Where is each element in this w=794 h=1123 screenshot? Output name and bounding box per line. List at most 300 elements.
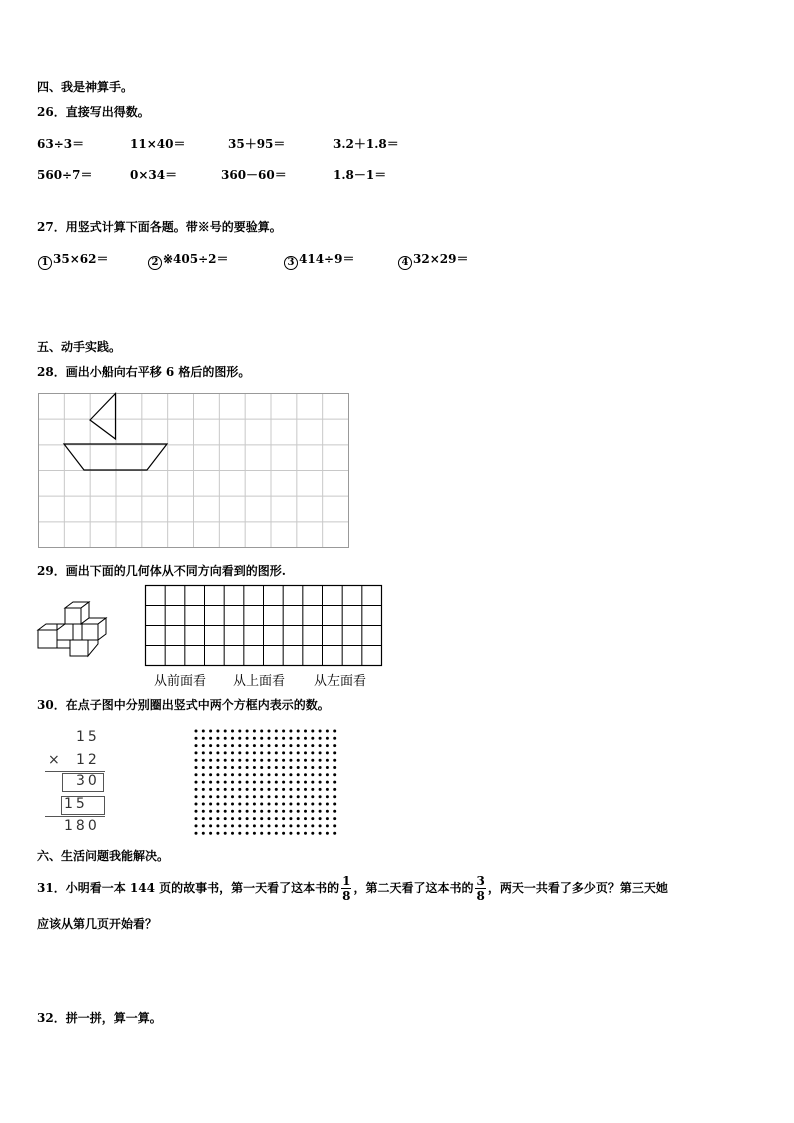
question-31-line1 — [37, 870, 668, 906]
dot — [282, 788, 285, 791]
dot — [319, 744, 322, 747]
section-heading-5: 五、动手实践。 — [37, 340, 122, 354]
dot — [297, 751, 300, 754]
dot — [282, 730, 285, 733]
dot — [304, 788, 307, 791]
dot — [289, 781, 292, 784]
dot — [311, 766, 314, 769]
dot — [333, 795, 336, 798]
dot — [246, 781, 249, 784]
dot — [268, 759, 271, 762]
calc-expression: 414÷9＝ — [299, 252, 355, 266]
dot — [224, 832, 227, 835]
dot — [231, 737, 234, 740]
calc-item: 35＋95＝ — [228, 137, 286, 151]
dot — [253, 737, 256, 740]
dot — [289, 803, 292, 806]
dot — [282, 817, 285, 820]
dot — [209, 759, 212, 762]
dot — [319, 817, 322, 820]
dot — [297, 744, 300, 747]
dot — [304, 759, 307, 762]
dot — [268, 795, 271, 798]
dot — [268, 781, 271, 784]
view-label-left: 从左面看 — [314, 674, 367, 689]
dot — [202, 730, 205, 733]
dot — [224, 751, 227, 754]
dot — [268, 737, 271, 740]
dot — [297, 773, 300, 776]
dot — [202, 817, 205, 820]
dot — [333, 788, 336, 791]
multiplicand: 15 — [76, 729, 100, 745]
dot — [275, 759, 278, 762]
dot — [304, 795, 307, 798]
dot — [311, 781, 314, 784]
dot — [253, 803, 256, 806]
dot — [202, 781, 205, 784]
dot — [304, 817, 307, 820]
dot — [275, 810, 278, 813]
q31-text-part1: 31．小明看一本 144 页的故事书，第一天看了这本书的 — [37, 881, 340, 895]
dot — [209, 817, 212, 820]
dot — [268, 773, 271, 776]
fraction-denominator: 8 — [342, 889, 351, 903]
dot — [319, 759, 322, 762]
dot — [246, 795, 249, 798]
dot — [326, 781, 329, 784]
dot — [253, 817, 256, 820]
dot — [260, 824, 263, 827]
dot — [202, 766, 205, 769]
dot — [195, 832, 198, 835]
dot — [319, 730, 322, 733]
dot — [326, 817, 329, 820]
dot — [231, 759, 234, 762]
dot — [333, 751, 336, 754]
dot — [209, 788, 212, 791]
dot — [289, 773, 292, 776]
dot — [268, 824, 271, 827]
dot — [311, 773, 314, 776]
dot — [260, 810, 263, 813]
dot — [216, 795, 219, 798]
dot — [195, 766, 198, 769]
dot — [253, 744, 256, 747]
dot — [209, 737, 212, 740]
partial-product-1: 30 — [76, 773, 100, 789]
dot — [275, 788, 278, 791]
dot — [253, 810, 256, 813]
dot — [195, 795, 198, 798]
dot — [297, 730, 300, 733]
dot — [304, 773, 307, 776]
dot — [238, 810, 241, 813]
dot — [282, 766, 285, 769]
calc-item: 0×34＝ — [130, 168, 178, 182]
calc-item: 560÷7＝ — [37, 168, 93, 182]
dot — [275, 766, 278, 769]
dot — [216, 737, 219, 740]
dot — [326, 788, 329, 791]
dot — [253, 788, 256, 791]
dot — [195, 824, 198, 827]
dot — [275, 773, 278, 776]
dot — [246, 766, 249, 769]
dot — [209, 832, 212, 835]
dot — [260, 832, 263, 835]
dot — [231, 788, 234, 791]
dot — [260, 730, 263, 733]
dot — [333, 832, 336, 835]
dot — [253, 759, 256, 762]
dot — [246, 810, 249, 813]
dot — [289, 737, 292, 740]
dot — [282, 810, 285, 813]
dot — [289, 795, 292, 798]
dot — [297, 737, 300, 740]
dot — [260, 773, 263, 776]
dot — [282, 744, 285, 747]
dot — [209, 751, 212, 754]
question-30-title: 30．在点子图中分别圈出竖式中两个方框内表示的数。 — [37, 698, 330, 712]
dot — [268, 803, 271, 806]
dot — [297, 795, 300, 798]
dot — [238, 795, 241, 798]
question-26-title: 26．直接写出得数。 — [37, 105, 150, 119]
dot — [209, 744, 212, 747]
dot — [246, 832, 249, 835]
dot — [297, 766, 300, 769]
dot — [326, 832, 329, 835]
view-label-front: 从前面看 — [154, 674, 207, 689]
dot — [246, 817, 249, 820]
dot — [216, 751, 219, 754]
dot — [231, 803, 234, 806]
fraction-numerator: 3 — [476, 874, 485, 888]
dot — [333, 817, 336, 820]
dot — [231, 824, 234, 827]
dot — [319, 795, 322, 798]
dot — [268, 832, 271, 835]
dot — [224, 766, 227, 769]
dot — [333, 730, 336, 733]
dot — [260, 803, 263, 806]
dot — [333, 824, 336, 827]
dot — [246, 744, 249, 747]
dot — [326, 795, 329, 798]
dot — [246, 788, 249, 791]
dot — [224, 817, 227, 820]
dot — [311, 759, 314, 762]
view-label-top: 从上面看 — [233, 674, 286, 689]
dot — [268, 766, 271, 769]
calc-item: 360－60＝ — [221, 168, 287, 182]
dot — [333, 781, 336, 784]
dot — [275, 730, 278, 733]
section-heading-4: 四、我是神算手。 — [37, 80, 134, 94]
dot — [195, 737, 198, 740]
calc-expression: 35×62＝ — [53, 252, 109, 266]
dot — [209, 810, 212, 813]
dot — [311, 817, 314, 820]
dot — [238, 730, 241, 733]
calc-item: 3.2＋1.8＝ — [333, 137, 399, 151]
dot — [195, 773, 198, 776]
question-27-title: 27．用竖式计算下面各题。带※号的要验算。 — [37, 220, 282, 234]
dot — [202, 737, 205, 740]
dot — [304, 832, 307, 835]
cube-solid-figure — [36, 600, 108, 660]
dot — [268, 744, 271, 747]
dot — [282, 759, 285, 762]
dot — [289, 766, 292, 769]
dot — [195, 759, 198, 762]
dot — [195, 781, 198, 784]
dot — [260, 817, 263, 820]
dot — [326, 730, 329, 733]
dot — [304, 766, 307, 769]
dot — [268, 810, 271, 813]
dot — [319, 824, 322, 827]
dot — [224, 810, 227, 813]
dot — [282, 737, 285, 740]
dot — [253, 795, 256, 798]
dot — [253, 781, 256, 784]
fraction-one-eighth — [341, 874, 351, 903]
dot — [326, 810, 329, 813]
dot — [289, 744, 292, 747]
dot — [195, 788, 198, 791]
dot — [326, 824, 329, 827]
dot — [238, 817, 241, 820]
dot — [209, 781, 212, 784]
dot — [282, 795, 285, 798]
dot — [297, 824, 300, 827]
dot — [297, 817, 300, 820]
dot — [202, 744, 205, 747]
dot — [282, 773, 285, 776]
dot — [238, 824, 241, 827]
dot — [289, 759, 292, 762]
dot — [216, 744, 219, 747]
dot — [202, 810, 205, 813]
dot — [224, 759, 227, 762]
circled-number: 2 — [148, 256, 162, 270]
dot — [268, 730, 271, 733]
question-28-title: 28．画出小船向右平移 6 格后的图形。 — [37, 365, 251, 379]
dot — [326, 759, 329, 762]
dot — [224, 824, 227, 827]
dot — [311, 832, 314, 835]
calc-expression: ※405÷2＝ — [163, 252, 229, 266]
dot — [268, 788, 271, 791]
dot — [253, 730, 256, 733]
dot — [224, 773, 227, 776]
dot — [289, 824, 292, 827]
dot — [260, 795, 263, 798]
calc-item: 1.8－1＝ — [333, 168, 387, 182]
dot — [253, 832, 256, 835]
dot — [238, 766, 241, 769]
dot — [216, 773, 219, 776]
vertical-calc-item — [38, 251, 108, 270]
dot — [209, 730, 212, 733]
dot — [253, 766, 256, 769]
dot — [231, 781, 234, 784]
dot — [319, 788, 322, 791]
dot — [326, 751, 329, 754]
dot — [224, 781, 227, 784]
dot — [202, 795, 205, 798]
calc-item: 63÷3＝ — [37, 137, 85, 151]
dot — [319, 737, 322, 740]
dot — [202, 759, 205, 762]
dot — [202, 751, 205, 754]
dot — [275, 803, 278, 806]
circled-number: 3 — [284, 256, 298, 270]
dot — [246, 751, 249, 754]
dot — [260, 781, 263, 784]
dot — [304, 737, 307, 740]
dot — [216, 810, 219, 813]
dot — [260, 737, 263, 740]
dot — [231, 832, 234, 835]
multiplier: 12 — [76, 752, 100, 768]
dot — [289, 751, 292, 754]
dot — [195, 817, 198, 820]
dot — [216, 759, 219, 762]
dot — [275, 744, 278, 747]
dot — [202, 832, 205, 835]
dot — [209, 773, 212, 776]
dot — [289, 817, 292, 820]
dot — [202, 773, 205, 776]
dot — [246, 730, 249, 733]
dot — [304, 803, 307, 806]
view-grid — [145, 585, 382, 666]
dot — [224, 737, 227, 740]
boat-sail — [90, 394, 116, 440]
dot — [289, 730, 292, 733]
dot — [333, 766, 336, 769]
dot — [224, 730, 227, 733]
dot — [333, 744, 336, 747]
dot — [311, 795, 314, 798]
dot — [282, 751, 285, 754]
fraction-numerator: 1 — [342, 874, 351, 888]
calc-item: 11×40＝ — [130, 137, 186, 151]
dot — [275, 832, 278, 835]
times-sign: × — [48, 752, 63, 768]
dot — [311, 737, 314, 740]
dot — [275, 751, 278, 754]
dot — [216, 824, 219, 827]
dot — [333, 773, 336, 776]
dot — [297, 803, 300, 806]
dot — [282, 832, 285, 835]
dot — [195, 810, 198, 813]
dot — [311, 744, 314, 747]
dot — [304, 781, 307, 784]
fraction-three-eighths — [475, 874, 485, 903]
dot — [216, 766, 219, 769]
dot — [224, 744, 227, 747]
question-29-title: 29．画出下面的几何体从不同方向看到的图形. — [37, 564, 286, 578]
dot-grid — [194, 729, 340, 837]
dot — [275, 737, 278, 740]
dot — [319, 810, 322, 813]
dot — [304, 824, 307, 827]
dot — [246, 737, 249, 740]
dot — [333, 737, 336, 740]
dot — [246, 824, 249, 827]
dot — [311, 803, 314, 806]
dot — [260, 759, 263, 762]
dot — [289, 788, 292, 791]
boat-grid — [38, 393, 349, 548]
dot — [260, 788, 263, 791]
dot — [333, 759, 336, 762]
dot — [282, 781, 285, 784]
dot — [216, 803, 219, 806]
rule-line — [45, 771, 105, 772]
dot — [231, 773, 234, 776]
dot — [311, 751, 314, 754]
dot — [311, 788, 314, 791]
dot — [238, 744, 241, 747]
dot — [319, 803, 322, 806]
q31-text-part3: ，两天一共看了多少页？第三天她 — [487, 881, 668, 895]
dot — [231, 817, 234, 820]
dot — [260, 766, 263, 769]
dot — [326, 737, 329, 740]
question-31-line2: 应该从第几页开始看？ — [37, 917, 158, 931]
dot — [326, 766, 329, 769]
section-heading-6: 六、生活问题我能解决。 — [37, 849, 170, 863]
dot — [238, 737, 241, 740]
dot — [275, 817, 278, 820]
dot — [289, 832, 292, 835]
dot — [326, 744, 329, 747]
fraction-denominator: 8 — [476, 889, 485, 903]
dot — [238, 773, 241, 776]
dot — [231, 744, 234, 747]
vertical-calc-item — [284, 251, 354, 270]
dot — [304, 810, 307, 813]
dot — [319, 751, 322, 754]
circled-number: 1 — [38, 256, 52, 270]
dot — [253, 773, 256, 776]
vertical-calc-item — [148, 251, 229, 270]
dot — [216, 788, 219, 791]
dot — [282, 824, 285, 827]
dot — [297, 788, 300, 791]
dot — [282, 803, 285, 806]
dot — [224, 803, 227, 806]
vertical-calc-item — [398, 251, 468, 270]
dot — [326, 773, 329, 776]
dot — [209, 766, 212, 769]
dot — [304, 730, 307, 733]
dot — [224, 788, 227, 791]
dot — [319, 781, 322, 784]
dot — [326, 803, 329, 806]
dot — [246, 759, 249, 762]
dot — [319, 832, 322, 835]
dot — [238, 803, 241, 806]
dot — [319, 766, 322, 769]
